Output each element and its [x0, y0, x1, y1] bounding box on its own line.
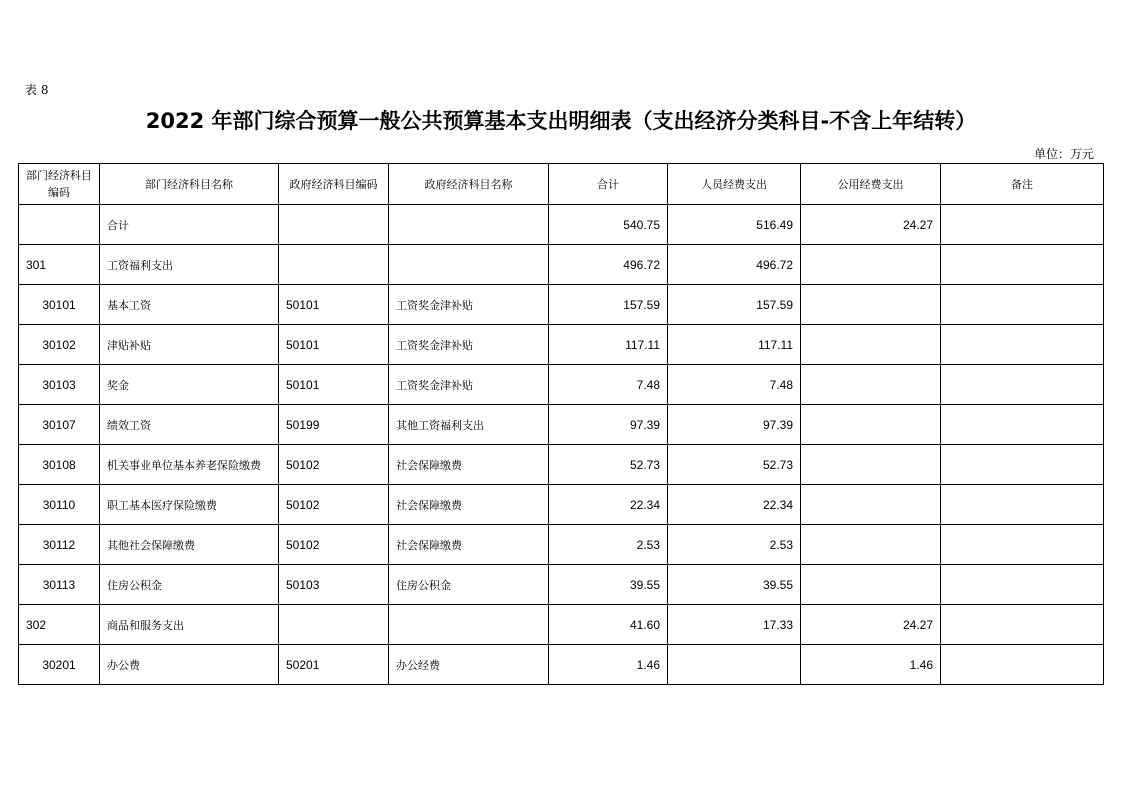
cell-gov-name: 工资奖金津补贴 — [389, 285, 549, 325]
cell-total: 7.48 — [549, 365, 668, 405]
cell-public: 24.27 — [801, 205, 941, 245]
cell-note — [941, 485, 1104, 525]
cell-gov-code: 50102 — [279, 485, 389, 525]
cell-gov-name: 住房公积金 — [389, 565, 549, 605]
cell-dept-code: 30113 — [19, 565, 100, 605]
cell-dept-name: 津贴补贴 — [100, 325, 279, 365]
unit-label: 单位：万元 — [1033, 147, 1094, 161]
table-body — [19, 205, 1104, 685]
cell-note — [941, 285, 1104, 325]
cell-gov-code: 50199 — [279, 405, 389, 445]
header-public: 公用经费支出 — [801, 164, 941, 205]
header-total: 合计 — [549, 164, 668, 205]
cell-dept-name: 奖金 — [100, 365, 279, 405]
cell-note — [941, 245, 1104, 285]
cell-gov-name: 工资奖金津补贴 — [389, 365, 549, 405]
cell-dept-name: 绩效工资 — [100, 405, 279, 445]
cell-gov-name — [389, 605, 549, 645]
cell-gov-code — [279, 605, 389, 645]
cell-note — [941, 565, 1104, 605]
budget-table — [18, 163, 1104, 685]
table-row — [19, 525, 1104, 565]
cell-dept-name: 住房公积金 — [100, 565, 279, 605]
cell-gov-code: 50102 — [279, 445, 389, 485]
cell-public — [801, 285, 941, 325]
cell-personnel: 22.34 — [668, 485, 801, 525]
cell-dept-code: 30108 — [19, 445, 100, 485]
cell-personnel: 52.73 — [668, 445, 801, 485]
cell-total: 97.39 — [549, 405, 668, 445]
header-note: 备注 — [941, 164, 1104, 205]
cell-personnel: 2.53 — [668, 525, 801, 565]
cell-dept-name: 工资福利支出 — [100, 245, 279, 285]
cell-gov-code: 50101 — [279, 365, 389, 405]
cell-public: 24.27 — [801, 605, 941, 645]
cell-public — [801, 565, 941, 605]
table-row — [19, 205, 1104, 245]
cell-note — [941, 365, 1104, 405]
table-row — [19, 245, 1104, 285]
cell-gov-code: 50103 — [279, 565, 389, 605]
cell-note — [941, 325, 1104, 365]
cell-total: 1.46 — [549, 645, 668, 685]
cell-dept-name: 职工基本医疗保险缴费 — [100, 485, 279, 525]
cell-personnel: 516.49 — [668, 205, 801, 245]
cell-public — [801, 245, 941, 285]
cell-personnel: 157.59 — [668, 285, 801, 325]
table-row — [19, 285, 1104, 325]
cell-gov-name: 社会保障缴费 — [389, 445, 549, 485]
header-gov-code: 政府经济科目编码 — [279, 164, 389, 205]
cell-gov-name: 工资奖金津补贴 — [389, 325, 549, 365]
cell-dept-code: 30110 — [19, 485, 100, 525]
cell-dept-name: 其他社会保障缴费 — [100, 525, 279, 565]
cell-dept-code: 30101 — [19, 285, 100, 325]
cell-dept-name: 合计 — [100, 205, 279, 245]
cell-note — [941, 205, 1104, 245]
header-dept-name: 部门经济科目名称 — [100, 164, 279, 205]
table-row — [19, 325, 1104, 365]
cell-personnel: 117.11 — [668, 325, 801, 365]
cell-public — [801, 525, 941, 565]
cell-dept-code: 302 — [19, 605, 100, 645]
header-personnel: 人员经费支出 — [668, 164, 801, 205]
cell-gov-code: 50101 — [279, 285, 389, 325]
cell-gov-code: 50102 — [279, 525, 389, 565]
table-row — [19, 365, 1104, 405]
cell-total: 117.11 — [549, 325, 668, 365]
cell-public — [801, 365, 941, 405]
cell-note — [941, 605, 1104, 645]
cell-public — [801, 445, 941, 485]
cell-total: 41.60 — [549, 605, 668, 645]
cell-gov-code — [279, 245, 389, 285]
table-row — [19, 405, 1104, 445]
table-row — [19, 445, 1104, 485]
cell-total: 540.75 — [549, 205, 668, 245]
cell-dept-name: 商品和服务支出 — [100, 605, 279, 645]
cell-dept-code: 30112 — [19, 525, 100, 565]
cell-personnel — [668, 645, 801, 685]
cell-gov-code: 50101 — [279, 325, 389, 365]
cell-dept-code: 30102 — [19, 325, 100, 365]
cell-note — [941, 525, 1104, 565]
cell-gov-name: 社会保障缴费 — [389, 485, 549, 525]
table-row — [19, 605, 1104, 645]
cell-dept-name: 办公费 — [100, 645, 279, 685]
cell-dept-code — [19, 205, 100, 245]
header-row — [19, 164, 1104, 205]
cell-public — [801, 325, 941, 365]
cell-gov-code: 50201 — [279, 645, 389, 685]
cell-personnel: 39.55 — [668, 565, 801, 605]
table-row — [19, 645, 1104, 685]
cell-total: 52.73 — [549, 445, 668, 485]
cell-gov-name: 办公经费 — [389, 645, 549, 685]
cell-public — [801, 485, 941, 525]
page-title: 2022 年部门综合预算一般公共预算基本支出明细表（支出经济分类科目-不含上年结转） — [145, 109, 977, 133]
header-gov-name: 政府经济科目名称 — [389, 164, 549, 205]
cell-dept-code: 30201 — [19, 645, 100, 685]
cell-gov-name: 社会保障缴费 — [389, 525, 549, 565]
cell-personnel: 7.48 — [668, 365, 801, 405]
cell-dept-code: 30107 — [19, 405, 100, 445]
cell-gov-name — [389, 245, 549, 285]
cell-dept-code: 301 — [19, 245, 100, 285]
table-row — [19, 565, 1104, 605]
cell-personnel: 17.33 — [668, 605, 801, 645]
cell-note — [941, 445, 1104, 485]
cell-personnel: 97.39 — [668, 405, 801, 445]
cell-dept-name: 基本工资 — [100, 285, 279, 325]
table-number: 表 8 — [25, 83, 49, 97]
header-dept-code: 部门经济科目编码 — [19, 164, 100, 205]
cell-total: 39.55 — [549, 565, 668, 605]
cell-gov-code — [279, 205, 389, 245]
cell-dept-code: 30103 — [19, 365, 100, 405]
cell-total: 496.72 — [549, 245, 668, 285]
cell-total: 22.34 — [549, 485, 668, 525]
cell-public — [801, 405, 941, 445]
cell-dept-name: 机关事业单位基本养老保险缴费 — [100, 445, 279, 485]
table-row — [19, 485, 1104, 525]
cell-gov-name: 其他工资福利支出 — [389, 405, 549, 445]
cell-note — [941, 645, 1104, 685]
cell-gov-name — [389, 205, 549, 245]
cell-total: 2.53 — [549, 525, 668, 565]
cell-total: 157.59 — [549, 285, 668, 325]
cell-personnel: 496.72 — [668, 245, 801, 285]
cell-note — [941, 405, 1104, 445]
cell-public: 1.46 — [801, 645, 941, 685]
